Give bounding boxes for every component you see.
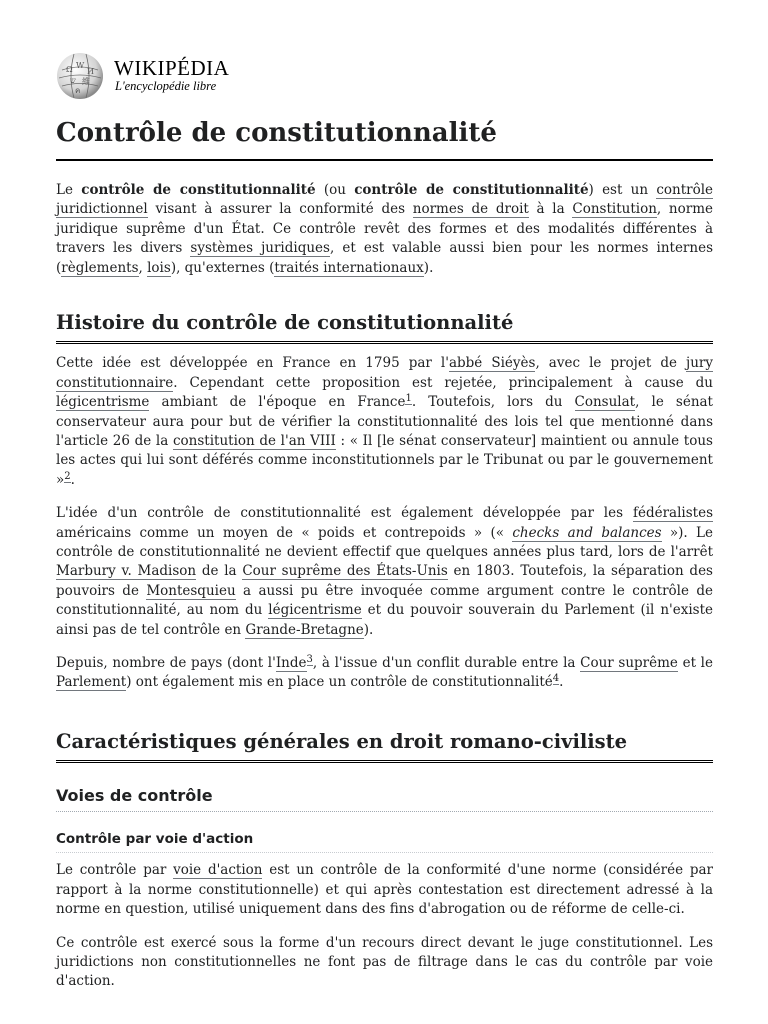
link-federalistes[interactable]: fédéralistes [632, 505, 713, 522]
svg-text:И: И [87, 67, 94, 76]
site-tagline: L'encyclopédie libre [115, 79, 217, 93]
link-normes-de-droit[interactable]: normes de droit [412, 201, 529, 218]
histoire-paragraph-2: L'idée d'un contrôle de constitutionnalité est également développée par les fédéralistes américains comme un moyen de « poids et contrepoids » (« checks and balances »). Le contrôle de constitutionnalité ne devient effectif que quelques années plus tard, lors de l'arrêt Marbury v. Madison de la Cour suprême des États-Unis en 1803. Toutefois, la séparation des pouvoirs de Montesquieu a aussi pu être invoquée comme argument contre le contrôle de constitutionnalité, au nom du légicentrisme et du pouvoir souverain du Parlement (il n'existe ainsi pas de tel contrôle en Grande-Bretagne). [56, 505, 713, 638]
svg-text:維: 維 [82, 77, 90, 86]
link-legicentrisme[interactable]: légicentrisme [56, 394, 150, 411]
footnote-ref-3[interactable]: 3 [306, 653, 313, 665]
link-cour-supreme-etats-unis[interactable]: Cour suprême des États-Unis [242, 563, 448, 580]
link-montesquieu[interactable]: Montesquieu [146, 582, 236, 599]
link-marbury-v-madison[interactable]: Marbury v. Madison [56, 563, 197, 580]
link-parlement[interactable]: Parlement [56, 674, 127, 691]
voie-action-paragraph-2: Ce contrôle est exercé sous la forme d'un recours direct devant le juge constitutionnel. Les juridictions non constitutionnelles ne font pas de filtrage dans le cas du contrôle par voie d'action. [56, 934, 713, 990]
link-reglements[interactable]: règlements [61, 259, 139, 276]
link-checks-and-balances[interactable]: checks and balances [512, 524, 662, 541]
link-voie-d-action[interactable]: voie d'action [173, 862, 263, 879]
histoire-paragraph-1: Cette idée est développée en France en 1795 par l'abbé Siéyès, avec le projet de jury constitutionnaire. Cependant cette proposition est rejetée, principalement à cause du légicentrisme ambiant de l'époque en France$^1$. Toutefois, lors du Consulat, le sénat conservateur aura pour but de vérifier la constitutionnalité des lois tel que mentionné dans l'article 26 de la constitution de l'an VIII : « Il [le sénat conservateur] maintient ou annule tous les actes qui lui sont déférés comme inconstitutionnels par le Tribunat ou par le gouvernement »$^2$. [56, 355, 713, 488]
link-grande-bretagne[interactable]: Grande-Bretagne [245, 621, 364, 638]
footnote-ref-2[interactable]: 2 [64, 470, 71, 482]
section-heading-histoire: Histoire du contrôle de constitutionnalité [56, 308, 713, 344]
svg-text:ש: ש [70, 76, 76, 85]
link-legicentrisme-2[interactable]: légicentrisme [268, 602, 362, 619]
section-heading-caracteristiques: Caractéristiques générales en droit romano-civiliste [56, 727, 713, 763]
histoire-paragraph-3: Depuis, nombre de pays (dont l'Inde$^3$, à l'issue d'un conflit durable entre la Cour suprême et le Parlement) ont également mis en place un contrôle de constitutionnalité$^4$. [56, 653, 713, 691]
svg-text:W: W [76, 61, 85, 70]
svg-text:Ω: Ω [66, 65, 73, 74]
link-consulat[interactable]: Consulat [574, 394, 636, 411]
page-title: Contrôle de constitutionnalité [56, 114, 713, 161]
link-controle-juridictionnel[interactable]: contrôle juridictionnel [56, 182, 714, 218]
footnote-ref-1[interactable]: 1 [405, 393, 412, 405]
wikipedia-globe-icon [56, 52, 104, 100]
svg-text:ค: ค [75, 86, 81, 95]
link-jury-constitutionnaire[interactable]: jury constitutionnaire [56, 355, 713, 391]
subsubsection-heading-voie-d-action: Contrôle par voie d'action [56, 830, 713, 853]
intro-paragraph: Le contrôle de constitutionnalité (ou contrôle de constitutionnalité) est un contrôle juridictionnel visant à assurer la conformité des normes de droit à la Constitution, norme juridique suprême d'un État. Ce contrôle revêt des formes et des modalités différentes à travers les divers systèmes juridiques, et est valable aussi bien pour les normes internes (règlements, lois), qu'externes (traités internationaux). [56, 182, 714, 276]
subsection-heading-voies-de-controle: Voies de contrôle [56, 785, 713, 812]
article-content [56, 114, 713, 992]
link-abbe-sieyes[interactable]: abbé Siéyès [448, 355, 536, 372]
link-traites-internationaux[interactable]: traités internationaux [274, 259, 424, 276]
voie-action-paragraph-1: Le contrôle par voie d'action est un contrôle de la conformité d'une norme (considérée par rapport à la norme constitutionnelle) et qui après contestation est directement adressé à la norme en question, utilisé uniquement dans des fins d'abrogation ou de réforme de celle-ci. [56, 862, 713, 918]
link-inde[interactable]: Inde [275, 654, 307, 671]
link-lois[interactable]: lois [147, 259, 171, 276]
link-constitution[interactable]: Constitution [572, 201, 657, 218]
link-systemes-juridiques[interactable]: systèmes juridiques [190, 240, 330, 257]
site-wordmark: WIKIPÉDIA [114, 56, 230, 80]
link-cour-supreme[interactable]: Cour suprême [580, 654, 678, 671]
link-constitution-an-viii[interactable]: constitution de l'an VIII [172, 432, 336, 449]
footnote-ref-4[interactable]: 4 [552, 673, 560, 685]
